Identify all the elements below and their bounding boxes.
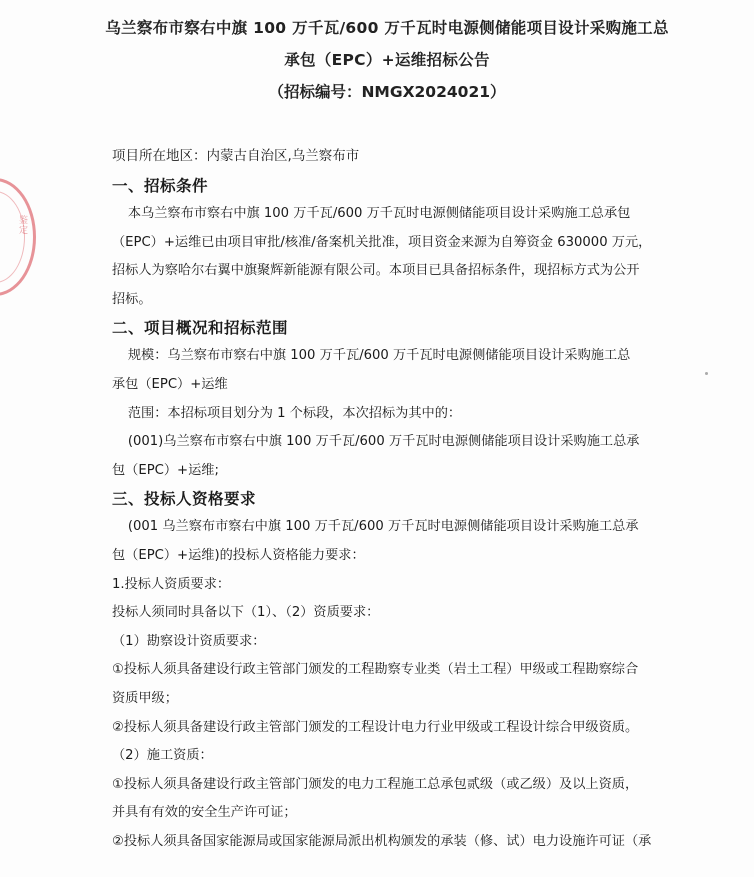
s2-lot-line-2: 包（EPC）+运维;: [112, 462, 219, 478]
s3-sub-2-b: ②投标人须具备国家能源局或国家能源局派出机构颁发的承装（修、试）电力设施许可证（承: [112, 833, 652, 849]
s1-para-line-1: 本乌兰察布市察右中旗 100 万千瓦/600 万千瓦时电源侧储能项目设计采购施工总承包: [127, 206, 631, 221]
scan-speck: [705, 372, 708, 375]
project-region: 项目所在地区：内蒙古自治区,乌兰察布市: [112, 148, 360, 164]
s3-sub-1-a-line-1: ①投标人须具备建设行政主管部门颁发的工程勘察专业类（岩土工程）甲级或工程勘察综合: [112, 662, 639, 678]
s3-sub-1: （1）勘察设计资质要求：: [112, 633, 266, 649]
title-line-1: 乌兰察布市察右中旗 100 万千瓦/600 万千瓦时电源侧储能项目设计采购施工总: [105, 19, 669, 37]
section-heading-2: 二、项目概况和招标范围: [112, 319, 289, 338]
s1-para-line-4: 招标。: [112, 291, 152, 307]
title-line-2: 承包（EPC）+运维招标公告: [284, 51, 490, 69]
s3-item-1-desc: 投标人须同时具备以下（1）、（2）资质要求：: [112, 605, 380, 621]
s3-req-line-1: (001 乌兰察布市察右中旗 100 万千瓦/600 万千瓦时电源侧储能项目设计采购施工总承: [127, 519, 639, 535]
red-seal-stamp: [0, 178, 36, 296]
s3-sub-2-a-line-2: 并具有有效的安全生产许可证；: [112, 805, 297, 821]
s3-sub-2-a-line-1: ①投标人须具备建设行政主管部门颁发的电力工程施工总承包贰级（或乙级）及以上资质，: [112, 776, 639, 792]
s3-sub-1-b: ②投标人须具备建设行政主管部门颁发的工程设计电力行业甲级或工程设计综合甲级资质。: [112, 719, 639, 735]
section-heading-3: 三、投标人资格要求: [112, 490, 257, 509]
announcement-title: [60, 12, 714, 108]
s3-sub-1-a-line-2: 资质甲级；: [112, 690, 178, 706]
s2-lot-line-1: (001)乌兰察布市察右中旗 100 万千瓦/600 万千瓦时电源侧储能项目设计采购施工总承: [127, 434, 640, 450]
s3-sub-2: （2）施工资质：: [112, 748, 213, 764]
s2-scope-line: 范围：本招标项目划分为 1 个标段，本次招标为其中的：: [127, 405, 462, 421]
document-body: [112, 146, 652, 856]
s3-item-1: 1.投标人资质要求：: [112, 576, 231, 592]
s2-scale-line-2: 承包（EPC）+运维: [112, 376, 228, 392]
s1-para-line-3: 招标人为察哈尔右翼中旗聚辉新能源有限公司。本项目已具备招标条件，现招标方式为公开: [112, 263, 640, 279]
s1-para-line-2: （EPC）+运维已由项目审批/核准/备案机关批准，项目资金来源为自筹资金 630000 万元，: [112, 234, 652, 250]
tender-code: （招标编号：NMGX2024021）: [268, 83, 506, 101]
s3-req-line-2: 包（EPC）+运维)的投标人资格能力要求：: [112, 547, 365, 563]
stamp-text: 鉴定: [17, 215, 27, 235]
section-heading-1: 一、招标条件: [112, 177, 209, 195]
s2-scale-line-1: 规模：乌兰察布市察右中旗 100 万千瓦/600 万千瓦时电源侧储能项目设计采购施工总: [127, 348, 631, 364]
